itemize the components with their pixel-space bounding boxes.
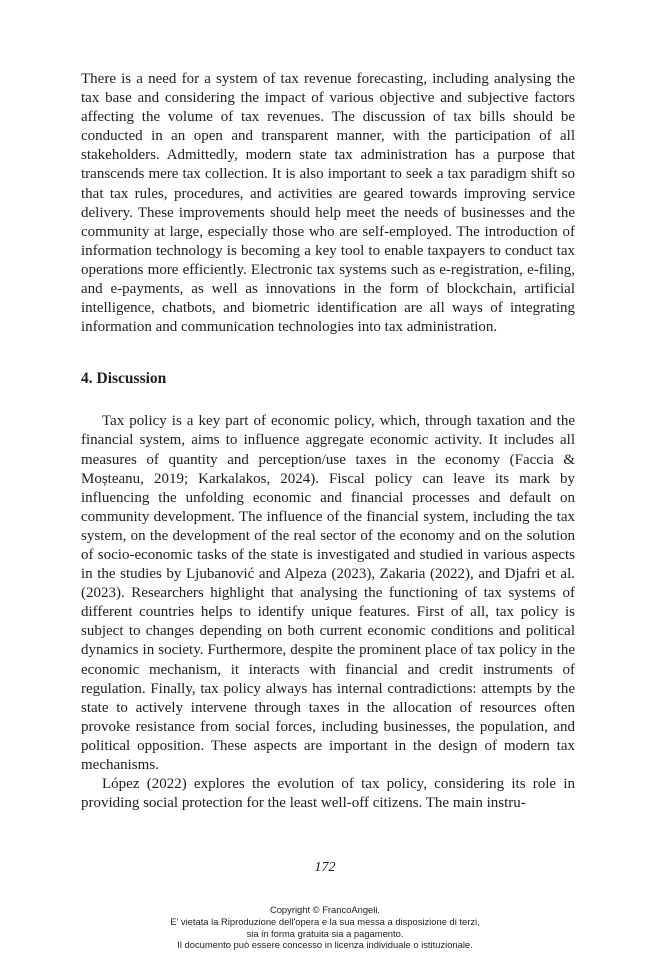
discussion-paragraph: Tax policy is a key part of economic policy, which, through taxation and the financial system, aims to influence aggregate economic activity. It includes all measures of quantity and perception/use taxes in the economy (Faccia & Moșteanu, 2019; Karkalakos, 2024). Fiscal policy can leave its mark by influencing the unfolding economic and financial processes and default on community development. The influence of the financial system, including the tax system, on the development of the real sector of the economy and on the solution of socio-economic tasks of the state is investigated and studied in various aspects in the studies by Ljubanović and Alpeza (2023), Zakaria (2022), and Djafri et al. (2023). Researchers highlight that analysing the functioning of tax systems of different countries helps to identify unique features. First of all, tax policy is subject to changes depending on both current economic conditions and political dynamics in society. Furthermore, despite the prominent place of tax policy in the economic mechanism, it interacts with financial and credit instruments of regulation. Finally, tax policy always has internal contradictions: attempts by the state to actively intervene through taxes in the allocation of resources often provoke resistance from social forces, including businesses, the population, and political opposition. These aspects are important in the design of modern tax mechanisms. (81, 413, 575, 773)
discussion-paragraph: López (2022) explores the evolution of tax policy, considering its role in providing social protection for the least well-off citizens. The main instru- (81, 776, 575, 812)
page-body (81, 70, 575, 813)
page-number: 172 (314, 860, 336, 875)
copyright-line: Il documento può essere concesso in licenza individuale o istituzionale. (177, 939, 473, 951)
copyright-line: Copyright © FrancoAngeli. (269, 904, 381, 915)
discussion-body (81, 412, 575, 813)
intro-paragraph: There is a need for a system of tax revenue forecasting, including analysing the tax base and considering the impact of various objective and subjective factors affecting the volume of tax revenues. The discussion of tax bills should be conducted in an open and transparent manner, with the participation of all stakeholders. Admittedly, modern state tax administration has a purpose that transcends mere tax collection. It is also important to seek a tax paradigm shift so that tax rules, procedures, and activities are geared towards improving service delivery. These improvements should help meet the needs of businesses and the community at large, especially those who are self-employed. The introduction of information technology is becoming a key tool to enable taxpayers to conduct tax operations more efficiently. Electronic tax systems such as e-registration, e-filing, and e-payments, as well as innovations in the form of blockchain, artificial intelligence, chatbots, and biometric identification are all ways of integrating information and communication technologies into tax administration. (81, 71, 575, 336)
copyright-line: sia in forma gratuita sia a pagamento. (246, 927, 404, 939)
copyright-notice (0, 904, 650, 951)
copyright-line: E' vietata la Riproduzione dell'opera e la sua messa a disposizione di terzi, (170, 915, 480, 927)
section-heading: 4. Discussion (81, 370, 167, 388)
